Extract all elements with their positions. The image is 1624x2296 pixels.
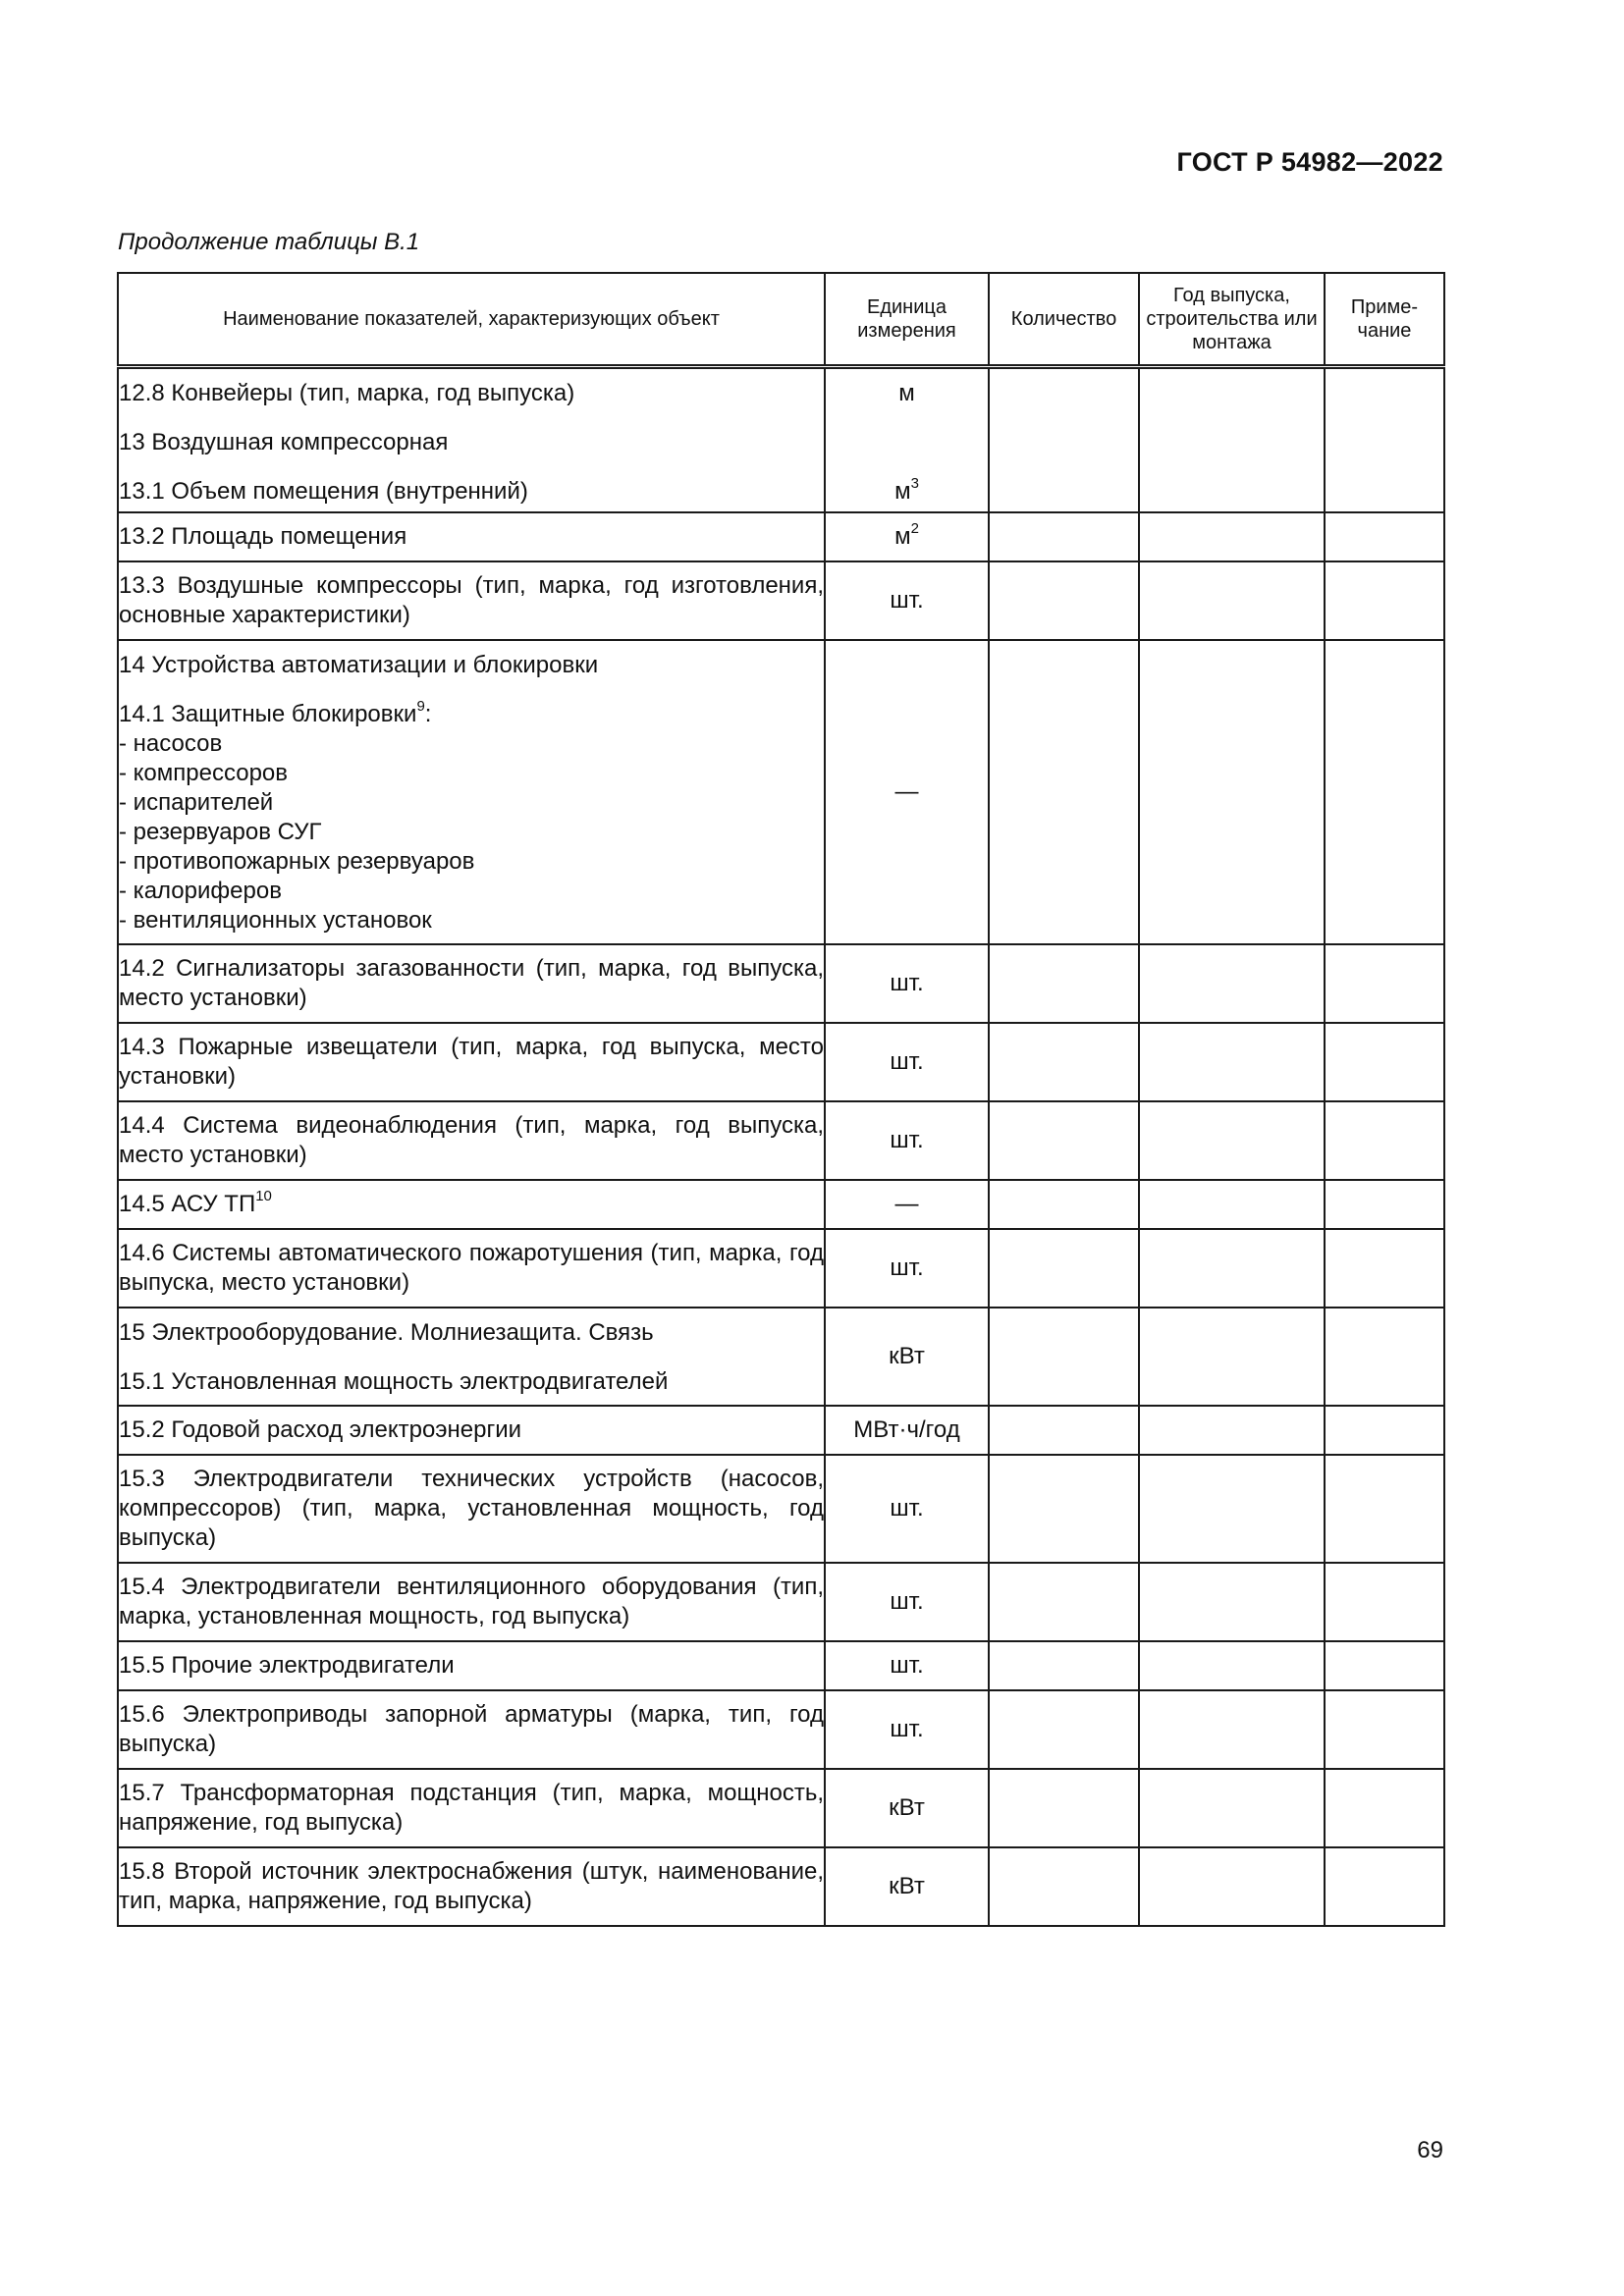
row-year [1139,1101,1325,1180]
row-name: 15.8 Второй источник электроснабжения (штук, наименование, тип, марка, напряжение, год выпуска) [118,1847,825,1926]
row-quantity [989,640,1139,944]
document-code: ГОСТ Р 54982—2022 [1176,147,1443,177]
list-item: - резервуаров СУГ [119,818,322,845]
table-row [118,944,1444,1023]
row-quantity [989,1406,1139,1455]
unit-value: $м^3$ [894,475,919,505]
row-name: 14.2 Сигнализаторы загазованности (тип, марка, год выпуска, место установки) [118,944,825,1023]
row-name: 14.5 АСУ ТП$^{10}$ [118,1180,825,1229]
table-row [118,1847,1444,1926]
row-year [1139,561,1325,640]
row-year [1139,1847,1325,1926]
row-year [1139,944,1325,1023]
row-quantity [989,1847,1139,1926]
row-note [1325,1563,1444,1641]
list-item: - компрессоров [119,759,289,786]
row-line: 14 Устройства автоматизации и блокировки [119,651,599,678]
row-year [1139,1229,1325,1308]
row-year [1139,1023,1325,1101]
row-unit: $м^2$ [825,512,989,561]
row-line: 13 Воздушная компрессорная [119,429,449,455]
table-row [118,1406,1444,1455]
row-quantity [989,1690,1139,1769]
table-row [118,367,1444,512]
row-unit: шт. [825,1101,989,1180]
row-name: 14.4 Система видеонаблюдения (тип, марка, год выпуска, место установки) [118,1101,825,1180]
row-note [1325,1641,1444,1690]
row-quantity [989,1769,1139,1847]
row-note [1325,944,1444,1023]
row-year [1139,1455,1325,1563]
row-name [118,640,825,944]
row-note [1325,1101,1444,1180]
row-unit: шт. [825,1455,989,1563]
table-header-row [118,273,1444,367]
row-quantity [989,1641,1139,1690]
table-row [118,1690,1444,1769]
row-name: 15.4 Электродвигатели вентиляционного оборудования (тип, марка, установленная мощность, год выпуска) [118,1563,825,1641]
row-unit: шт. [825,1023,989,1101]
row-note [1325,1455,1444,1563]
row-note [1325,561,1444,640]
row-unit: шт. [825,1690,989,1769]
row-year [1139,1308,1325,1406]
table-row [118,1229,1444,1308]
list-item: - калориферов [119,877,282,904]
row-year [1139,1641,1325,1690]
row-line: 12.8 Конвейеры (тип, марка, год выпуска) [119,380,575,406]
row-unit: МВт·ч/год [825,1406,989,1455]
row-quantity [989,1563,1139,1641]
row-quantity [989,1229,1139,1308]
row-name [118,367,825,512]
table-row [118,512,1444,561]
row-name: 15.3 Электродвигатели технических устройств (насосов, компрессоров) (тип, марка, установленная мощность, год выпуска) [118,1455,825,1563]
row-quantity [989,367,1139,512]
table-row [118,1308,1444,1406]
table-row [118,640,1444,944]
page-number: 69 [1417,2137,1443,2163]
table-caption: Продолжение таблицы В.1 [118,229,420,255]
row-note [1325,1406,1444,1455]
row-name: 14.6 Системы автоматического пожаротушения (тип, марка, год выпуска, место установки) [118,1229,825,1308]
row-year [1139,512,1325,561]
row-year [1139,640,1325,944]
row-year [1139,1563,1325,1641]
row-unit: шт. [825,1641,989,1690]
row-quantity [989,1308,1139,1406]
row-year [1139,1690,1325,1769]
row-quantity [989,512,1139,561]
indicators-table [117,272,1445,1927]
row-unit: шт. [825,561,989,640]
row-name [118,1308,825,1406]
row-note [1325,1229,1444,1308]
row-quantity [989,561,1139,640]
header-year: Год выпуска, строительства или монтажа [1139,273,1325,367]
row-year [1139,1406,1325,1455]
table-row [118,1180,1444,1229]
row-name: 15.2 Годовой расход электроэнергии [118,1406,825,1455]
row-quantity [989,944,1139,1023]
list-item: - вентиляционных установок [119,906,432,934]
row-unit: кВт [825,1769,989,1847]
table-row [118,1101,1444,1180]
header-note: Приме-чание [1325,273,1444,367]
table-row [118,1563,1444,1641]
row-note [1325,1023,1444,1101]
row-quantity [989,1455,1139,1563]
unit-value: м [898,380,915,406]
header-quantity: Количество [989,273,1139,367]
row-unit: кВт [825,1308,989,1406]
row-line: 15 Электрооборудование. Молниезащита. Связь [119,1318,654,1346]
table-row [118,1769,1444,1847]
row-quantity [989,1101,1139,1180]
row-year [1139,367,1325,512]
header-unit: Единица измерения [825,273,989,367]
row-name: 15.7 Трансформаторная подстанция (тип, марка, мощность, напряжение, год выпуска) [118,1769,825,1847]
row-note [1325,1847,1444,1926]
row-unit: — [825,640,989,944]
row-note [1325,640,1444,944]
list-item: - противопожарных резервуаров [119,847,475,875]
row-unit: — [825,1180,989,1229]
row-unit: кВт [825,1847,989,1926]
row-quantity [989,1023,1139,1101]
header-name: Наименование показателей, характеризующих объект [118,273,825,367]
row-name: 15.6 Электроприводы запорной арматуры (марка, тип, год выпуска) [118,1690,825,1769]
row-line: 15.1 Установленная мощность электродвигателей [119,1367,669,1395]
row-unit: шт. [825,1563,989,1641]
row-note [1325,1769,1444,1847]
row-year [1139,1769,1325,1847]
row-year [1139,1180,1325,1229]
row-name: 15.5 Прочие электродвигатели [118,1641,825,1690]
table-row [118,1641,1444,1690]
row-unit: шт. [825,944,989,1023]
row-unit: шт. [825,1229,989,1308]
row-quantity [989,1180,1139,1229]
row-name: 13.3 Воздушные компрессоры (тип, марка, год изготовления, основные характеристики) [118,561,825,640]
row-note [1325,1308,1444,1406]
row-note [1325,367,1444,512]
row-note [1325,512,1444,561]
list-item: - насосов [119,729,223,757]
row-line: 14.1 Защитные блокировки$^9$: [119,697,432,727]
table-row [118,561,1444,640]
table-row [118,1023,1444,1101]
row-note [1325,1690,1444,1769]
table-row [118,1455,1444,1563]
row-note [1325,1180,1444,1229]
row-line: 13.1 Объем помещения (внутренний) [119,478,528,505]
row-unit [825,367,989,512]
row-name: 13.2 Площадь помещения [118,512,825,561]
row-name: 14.3 Пожарные извещатели (тип, марка, год выпуска, место установки) [118,1023,825,1101]
list-item: - испарителей [119,788,274,816]
